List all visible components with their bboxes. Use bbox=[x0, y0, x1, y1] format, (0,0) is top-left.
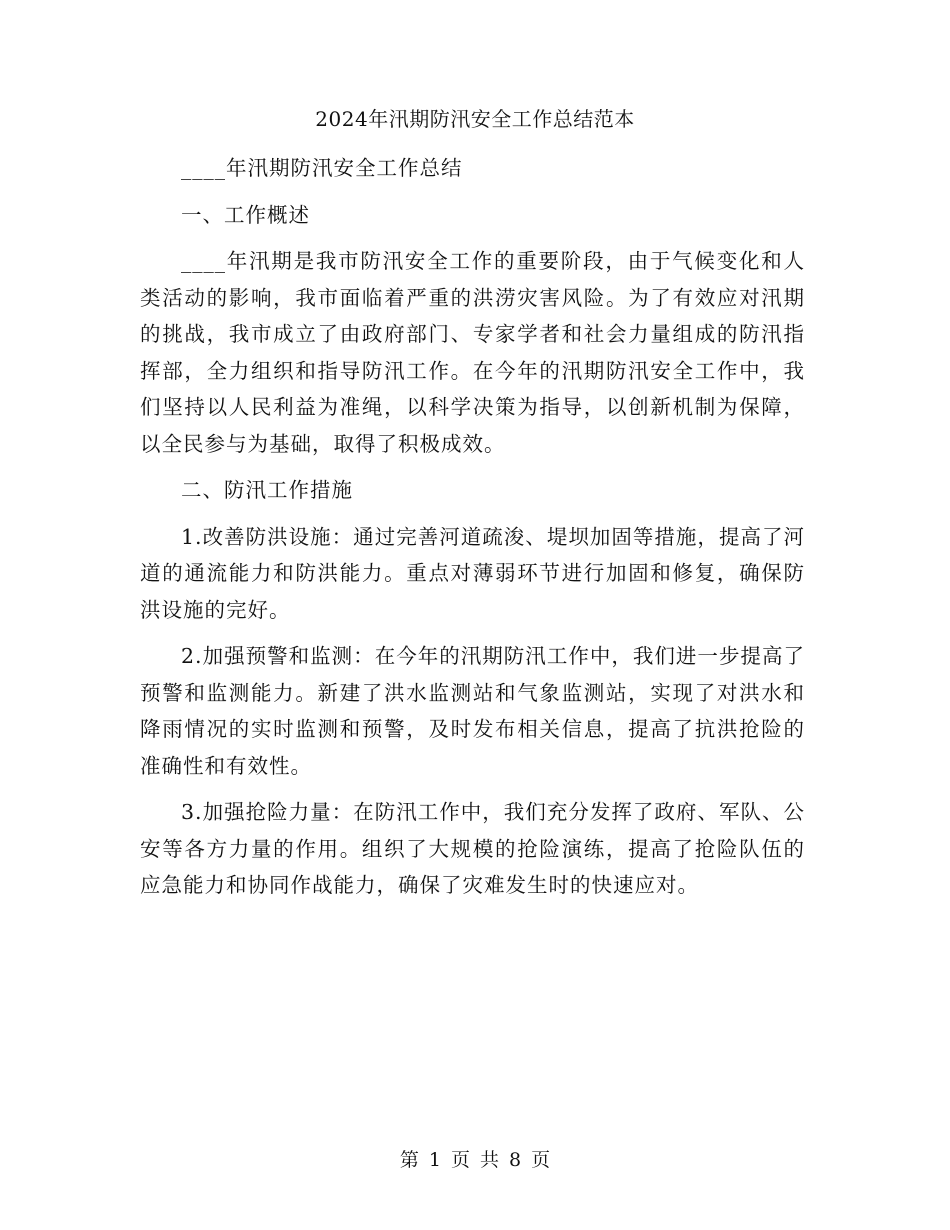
document-title: 2024年汛期防汛安全工作总结范本 bbox=[315, 107, 635, 131]
section-heading-overview: 一、工作概述 bbox=[181, 202, 310, 227]
document-body bbox=[140, 150, 805, 914]
measure-paragraph-1: 1.改善防洪设施：通过完善河道疏浚、堤坝加固等措施，提高了河道的通流能力和防洪能力。重点对薄弱环节进行加固和修复，确保防洪设施的完好。 bbox=[140, 524, 805, 622]
measure-paragraph-2: 2.加强预警和监测：在今年的汛期防汛工作中，我们进一步提高了预警和监测能力。新建了洪水监测站和气象监测站，实现了对洪水和降雨情况的实时监测和预警，及时发布相关信息，提高了抗洪抢险的准确性和有效性。 bbox=[140, 644, 805, 778]
subtitle-paragraph: ____年汛期防汛安全工作总结 bbox=[181, 156, 463, 180]
page-number-footer: 第 1 页 共 8 页 bbox=[399, 1149, 551, 1171]
measure-paragraph-3: 3.加强抢险力量：在防汛工作中，我们充分发挥了政府、军队、公安等各方力量的作用。组织了大规模的抢险演练，提高了抢险队伍的应急能力和协同作战能力，确保了灾难发生时的快速应对。 bbox=[140, 800, 805, 897]
section-heading-measures: 二、防汛工作措施 bbox=[181, 478, 353, 502]
overview-paragraph: ____年汛期是我市防汛安全工作的重要阶段，由于气候变化和人类活动的影响，我市面临着严重的洪涝灾害风险。为了有效应对汛期的挑战，我市成立了由政府部门、专家学者和社会力量组成的防汛指挥部，全力组织和指导防汛工作。在今年的汛期防汛安全工作中，我们坚持以人民利益为准绳，以科学决策为指导，以创新机制为保障，以全民参与为基础，取得了积极成效。 bbox=[140, 249, 805, 456]
